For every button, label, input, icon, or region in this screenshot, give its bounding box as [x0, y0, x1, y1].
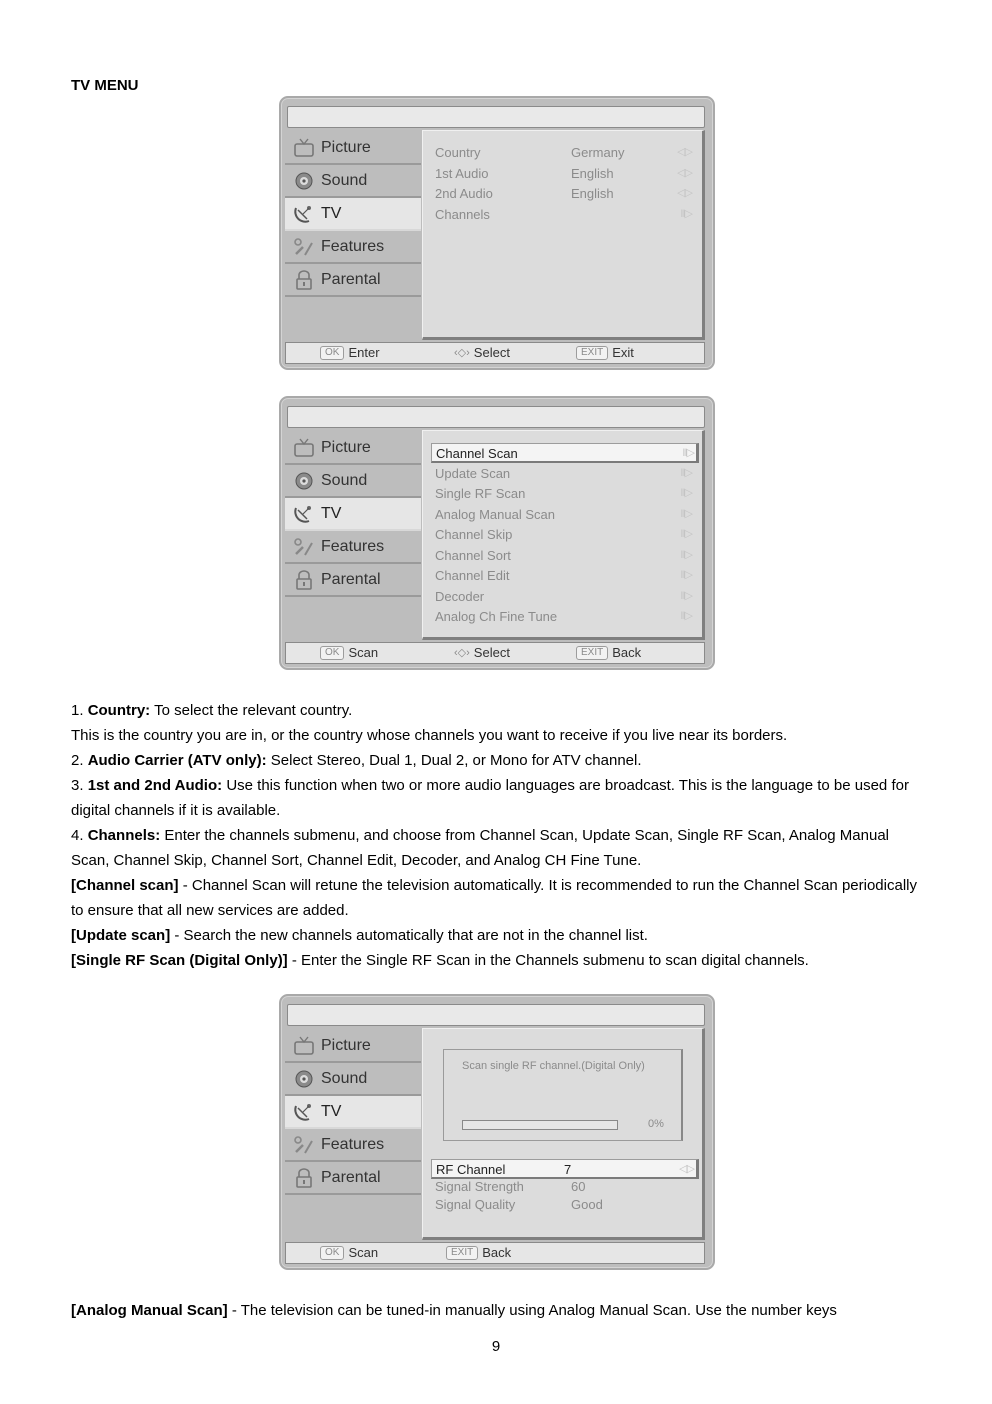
body-text-2 [71, 1298, 931, 1323]
country-paragraph [71, 698, 931, 723]
row-arrow-icon: II▷ [680, 487, 692, 499]
update-scan-text: - Search the new channels automatically that are not in the channel list. [174, 927, 648, 944]
row-label: Signal Strength [435, 1179, 524, 1194]
footer-exit-hint [576, 345, 634, 360]
sidebar-item-label: Sound [321, 471, 368, 489]
menu-row-update-scan [435, 464, 694, 484]
tv-icon [293, 138, 315, 158]
footer-scan-hint [320, 1245, 378, 1260]
sidebar-item-label: Features [321, 537, 385, 555]
row-label: Channel Skip [435, 527, 513, 542]
audio-carrier-paragraph [71, 748, 931, 773]
scan-progress-percent: 0% [648, 1118, 664, 1130]
sidebar-item-features [285, 1129, 421, 1162]
menu-row-2nd-audio [435, 184, 694, 204]
menu-content-panel [422, 430, 705, 640]
footer-back-hint [576, 645, 641, 660]
menu-footer [285, 642, 705, 664]
tv-menu-screenshot-3 [279, 994, 715, 1270]
footer-scan-label: Scan [348, 645, 379, 660]
footer-back-label: Back [612, 645, 642, 660]
scan-message: Scan single RF channel.(Digital Only) [462, 1060, 645, 1072]
row-arrow-icon: ◁▷ [677, 146, 692, 158]
sidebar-item-label: Features [321, 237, 385, 255]
speaker-icon [293, 1069, 315, 1089]
list-number: 2. [71, 752, 84, 769]
sidebar-item-features [285, 531, 421, 564]
single-rf-scan-term: [Single RF Scan (Digital Only)] [71, 952, 288, 969]
audio-language-term: 1st and 2nd Audio: [87, 777, 223, 794]
menu-row-channels [435, 205, 694, 225]
footer-select-hint [454, 345, 510, 360]
wrench-icon [293, 1135, 315, 1155]
speaker-icon [293, 171, 315, 191]
tv-icon [293, 438, 315, 458]
analog-manual-scan-term: [Analog Manual Scan] [71, 1302, 228, 1319]
menu-sidebar [285, 1030, 421, 1236]
sidebar-item-picture [285, 132, 421, 165]
sidebar-item-tv [285, 1096, 421, 1129]
footer-select-label: Select [473, 645, 510, 660]
sidebar-item-picture [285, 432, 421, 465]
sidebar-item-label: Sound [321, 1069, 368, 1087]
menu-row-decoder [435, 587, 694, 607]
page-heading: TV MENU [71, 77, 139, 94]
exit-key-icon: EXIT [576, 646, 608, 660]
menu-row-analog-manual-scan [435, 505, 694, 525]
sidebar-item-label: Picture [321, 438, 371, 456]
row-label: RF Channel [436, 1162, 506, 1177]
row-arrow-icon: ◁▷ [677, 187, 692, 199]
footer-select-hint [454, 645, 510, 660]
row-value: English [571, 165, 614, 181]
sidebar-item-parental [285, 1162, 421, 1195]
sidebar-item-sound [285, 165, 421, 198]
row-label: 2nd Audio [435, 186, 493, 201]
satellite-dish-icon [293, 204, 315, 224]
tv-icon [293, 1036, 315, 1056]
row-arrow-icon: ◁▷ [679, 1163, 694, 1175]
row-arrow-icon: II▷ [680, 507, 692, 520]
row-label: Channel Edit [435, 568, 510, 583]
scan-dialog [443, 1049, 683, 1141]
lock-icon [293, 270, 315, 290]
channels-term: Channels: [87, 827, 161, 844]
sidebar-item-tv [285, 198, 421, 231]
audio-language-paragraph [71, 773, 931, 823]
ok-key-icon: OK [320, 346, 344, 360]
row-value: 60 [571, 1179, 586, 1194]
menu-row-channel-edit [435, 566, 694, 586]
footer-enter-hint [320, 345, 380, 360]
single-rf-scan-paragraph [71, 948, 931, 973]
sidebar-item-label: Picture [321, 1036, 371, 1054]
single-rf-scan-text: - Enter the Single RF Scan in the Channels submenu to scan digital channels. [291, 952, 809, 969]
row-label: Signal Quality [435, 1197, 516, 1212]
tv-menu-screenshot-2 [279, 396, 715, 670]
row-label: Country [435, 145, 481, 160]
row-label: Channels [435, 206, 490, 222]
sidebar-item-label: Features [321, 1135, 385, 1153]
sidebar-item-features [285, 231, 421, 264]
satellite-dish-icon [293, 1102, 315, 1122]
footer-exit-label: Exit [612, 345, 634, 360]
list-number: 3. [71, 777, 84, 794]
tv-menu-screenshot-1 [279, 96, 715, 370]
satellite-dish-icon [293, 504, 315, 524]
menu-row-single-rf-scan [435, 484, 694, 504]
sidebar-item-label: TV [321, 204, 342, 222]
row-arrow-icon: II▷ [682, 447, 694, 459]
row-label: Analog Ch Fine Tune [435, 609, 558, 624]
menu-content-panel [422, 1028, 705, 1240]
row-arrow-icon: II▷ [680, 548, 692, 561]
sidebar-item-sound [285, 1063, 421, 1096]
row-arrow-icon: II▷ [680, 569, 692, 581]
sidebar-item-label: Parental [321, 1168, 381, 1186]
row-value: Good [571, 1197, 603, 1212]
scan-progress-bar [462, 1120, 618, 1130]
country-text: To select the relevant country. [154, 702, 353, 719]
menu-sidebar [285, 132, 421, 338]
sidebar-item-label: TV [321, 1102, 342, 1120]
navigate-arrows-icon: ‹◇› [454, 647, 470, 659]
sidebar-item-picture [285, 1030, 421, 1063]
sidebar-item-parental [285, 264, 421, 297]
ok-key-icon: OK [320, 646, 344, 660]
body-text-1 [71, 698, 931, 973]
row-value: Germany [571, 145, 625, 160]
footer-scan-label: Scan [348, 1245, 379, 1260]
menu-row-signal-quality [435, 1195, 694, 1215]
sidebar-item-label: Parental [321, 270, 381, 288]
audio-language-text: Use this function when two or more audio languages are broadcast. This is the language to be used for digital channels if it is available. [71, 777, 909, 819]
page-number: 9 [491, 1338, 501, 1355]
row-label: Single RF Scan [435, 486, 526, 501]
channel-scan-text: - Channel Scan will retune the television automatically. It is recommended to run the Channel Scan periodically to ensure that all new services are added. [71, 877, 917, 919]
update-scan-paragraph [71, 923, 931, 948]
menu-row-signal-strength [435, 1177, 694, 1197]
menu-row-rf-channel [431, 1159, 699, 1179]
menu-title-bar [287, 1004, 705, 1026]
row-label: 1st Audio [435, 165, 489, 181]
analog-manual-scan-text: - The television can be tuned-in manually using Analog Manual Scan. Use the number keys [231, 1302, 837, 1319]
menu-content-panel [422, 130, 705, 340]
sidebar-item-parental [285, 564, 421, 597]
row-label: Decoder [435, 588, 485, 604]
row-arrow-icon: II▷ [680, 610, 692, 622]
row-label: Update Scan [435, 465, 511, 481]
list-number: 1. [71, 702, 84, 719]
row-arrow-icon: II▷ [680, 528, 692, 540]
menu-row-channel-scan [431, 443, 699, 463]
menu-row-country [435, 143, 694, 163]
sidebar-item-label: TV [321, 504, 342, 522]
sidebar-item-label: Picture [321, 138, 371, 156]
row-value: English [571, 186, 614, 201]
menu-row-1st-audio [435, 164, 694, 184]
row-value: 7 [564, 1162, 572, 1177]
navigate-arrows-icon: ‹◇› [454, 347, 470, 359]
wrench-icon [293, 237, 315, 257]
menu-row-analog-ch-fine-tune [435, 607, 694, 627]
country-detail: This is the country you are in, or the country whose channels you want to receive if you live near its borders. [71, 727, 788, 744]
footer-enter-label: Enter [348, 345, 380, 360]
lock-icon [293, 570, 315, 590]
row-arrow-icon: ◁▷ [677, 166, 692, 179]
footer-select-label: Select [473, 345, 510, 360]
speaker-icon [293, 471, 315, 491]
channel-scan-paragraph [71, 873, 931, 923]
sidebar-item-label: Parental [321, 570, 381, 588]
menu-footer [285, 342, 705, 364]
row-label: Analog Manual Scan [435, 506, 555, 522]
menu-sidebar [285, 432, 421, 638]
menu-title-bar [287, 406, 705, 428]
audio-carrier-text: Select Stereo, Dual 1, Dual 2, or Mono for ATV channel. [270, 752, 642, 769]
menu-footer [285, 1242, 705, 1264]
wrench-icon [293, 537, 315, 557]
list-number: 4. [71, 827, 84, 844]
exit-key-icon: EXIT [446, 1246, 478, 1260]
row-arrow-icon: II▷ [680, 466, 692, 479]
row-arrow-icon: II▷ [680, 589, 692, 602]
menu-row-channel-sort [435, 546, 694, 566]
row-arrow-icon: II▷ [680, 207, 692, 220]
exit-key-icon: EXIT [576, 346, 608, 360]
channels-text: Enter the channels submenu, and choose from Channel Scan, Update Scan, Single RF Scan, Analog Manual Scan, Channel Skip, Channel Sort, Channel Edit, Decoder, and Analog CH Fine Tune. [71, 827, 889, 869]
footer-back-hint [446, 1245, 511, 1260]
lock-icon [293, 1168, 315, 1188]
row-label: Channel Scan [436, 446, 518, 461]
analog-manual-scan-paragraph [71, 1298, 931, 1323]
sidebar-item-sound [285, 465, 421, 498]
audio-carrier-term: Audio Carrier (ATV only): [87, 752, 267, 769]
sidebar-item-tv [285, 498, 421, 531]
footer-scan-hint [320, 645, 378, 660]
ok-key-icon: OK [320, 1246, 344, 1260]
update-scan-term: [Update scan] [71, 927, 171, 944]
channel-scan-term: [Channel scan] [71, 877, 179, 894]
footer-back-label: Back [482, 1245, 512, 1260]
sidebar-item-label: Sound [321, 171, 368, 189]
menu-row-channel-skip [435, 525, 694, 545]
menu-title-bar [287, 106, 705, 128]
country-term: Country: [87, 702, 151, 719]
row-label: Channel Sort [435, 547, 511, 563]
channels-paragraph [71, 823, 931, 873]
